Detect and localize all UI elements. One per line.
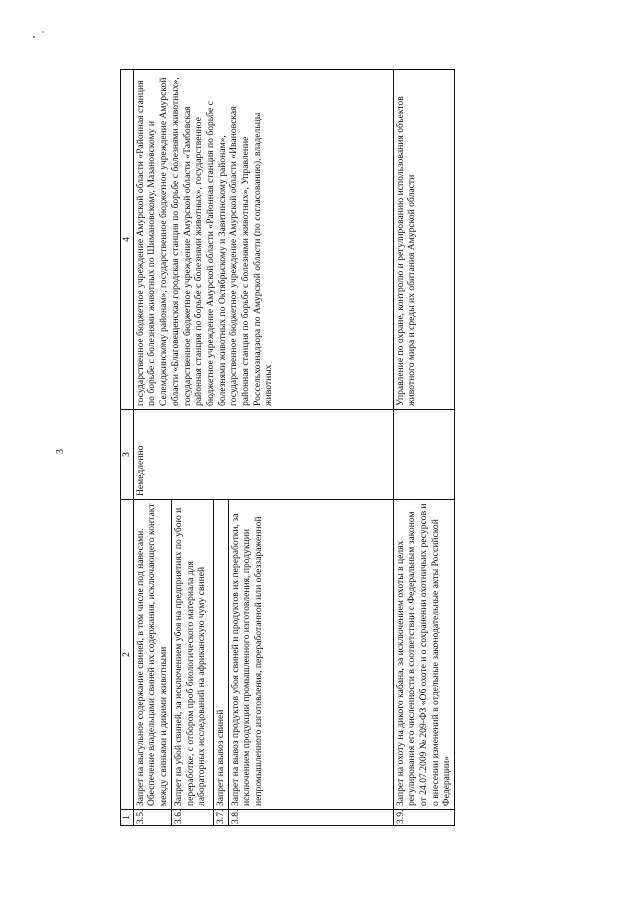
table-header-row (121, 70, 134, 826)
row-executor: государственное бюджетное учреждение Амурской области «Районная станция по борьбе с болезнями животных по Шимановскому, Мазановскому и Селемджинскому районам», государственное бюджетное учреждение Амурской области «Благовещенская городская станция по борьбе с болезнями животных», государственное бюджетное учреждение Амурской области «Тамбовская районная станция по борьбе с болезнями животных», государственное бюджетное учреждение Амурской области «Районная станция по борьбе с болезнями животных по Октябрьскому и Завитинскому районам», государственное бюджетное учреждение Амурской области «Ивановская районная станция по борьбе с болезнями животных», Управление Россельхознадзора по Амурской области (по согласованию), владельцы животных (133, 70, 393, 410)
header-col-2: 2 (121, 500, 134, 810)
row-number: 3.5. (133, 810, 171, 826)
row-executor: Управление по охране, контролю и регулированию использования объектов животного мира и среды их обитания Амурской области (393, 70, 455, 410)
row-term (393, 410, 455, 500)
header-col-4: 4 (121, 70, 134, 410)
rotated-table-container (120, 70, 453, 826)
page-number: 3 (55, 449, 66, 454)
row-measure: Запрет на вывоз свиней (213, 500, 228, 810)
row-number: 3.6. (171, 810, 213, 826)
row-number: 3.8. (228, 810, 393, 826)
measures-table (120, 69, 455, 826)
row-term: Немедленно (133, 410, 393, 500)
header-col-1: 1 (121, 810, 134, 826)
table-row (393, 70, 455, 826)
row-measure: Запрет на выгульное содержание свиней, в том числе под навесами. Обеспечение владельцами свиней их содержания, исключающего контакт между свиньями и дикими животными (133, 500, 171, 810)
row-measure: Запрет на охоту на дикого кабана, за исключением охоты в целях регулирования его численности в соответствии с Федеральным законом от 24.07.2009 № 209-ФЗ «Об охоте и о сохранении охотничьих ресурсов и о внесении изменений в отдельные законодательные акты Российской Федерации» (393, 500, 455, 810)
row-number: 3.7. (213, 810, 228, 826)
row-measure: Запрет на вывоз продуктов убоя свиней и продуктов их переработки, за исключением продукции промышленного изготовления, продукции непромышленного изготовления, переработанной или обеззараженной (228, 500, 393, 810)
row-measure: Запрет на убой свиней, за исключением убоя на предприятиях по убою и переработке, с отбором проб биологического материала для лабораторных исследований на африканскую чуму свиней (171, 500, 213, 810)
row-number: 3.9. (393, 810, 455, 826)
header-col-3: 3 (121, 410, 134, 500)
scan-specks (30, 28, 50, 42)
table-row (133, 70, 171, 826)
